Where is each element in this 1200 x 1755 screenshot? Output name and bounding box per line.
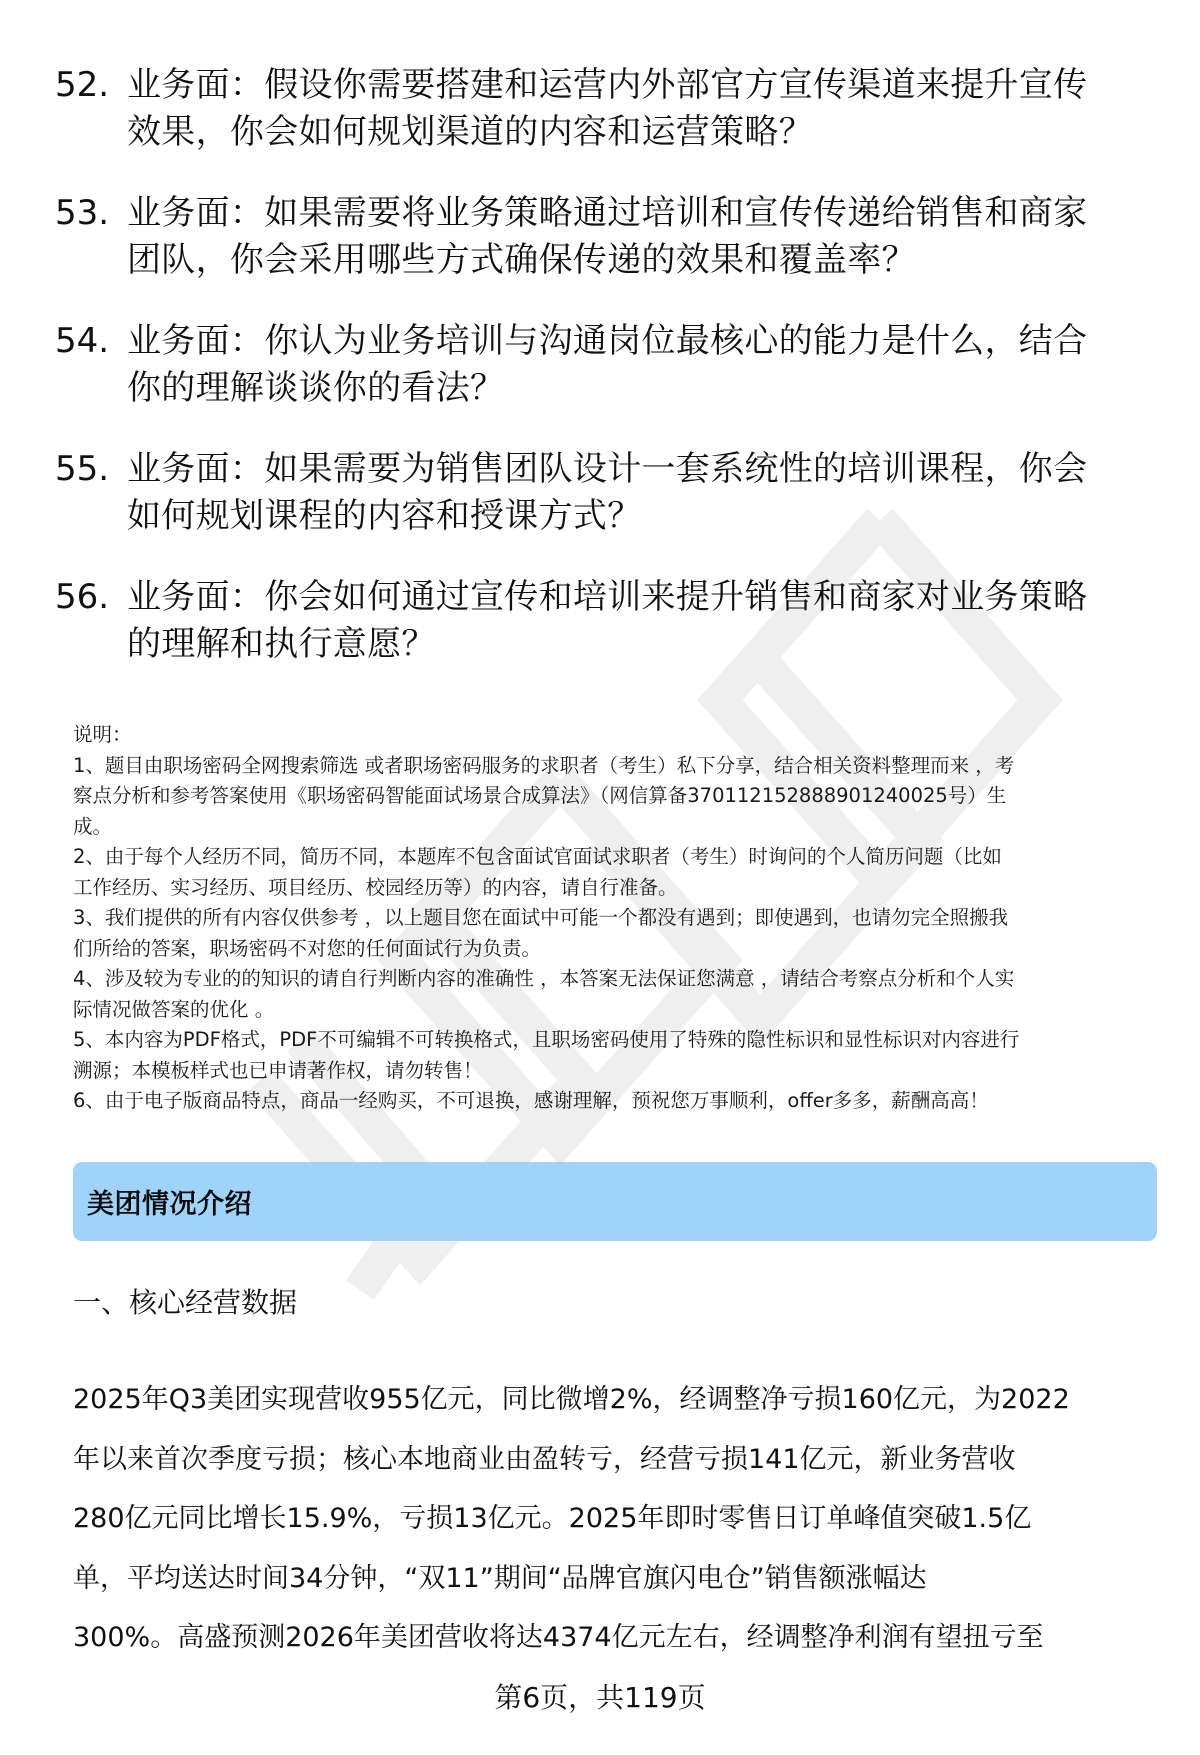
question-text <box>127 190 1137 284</box>
notes-line: 2、由于每个人经历不同，简历不同，本题库不包含面试官面试求职者（考生）时询问的个人简历问题（比如 <box>73 845 1002 868</box>
question-line: 业务面：假设你需要搭建和运营内外部官方宣传渠道来提升宣传 <box>127 65 1088 105</box>
notes-line: 6、由于电子版商品特点，商品一经购买，不可退换，感谢理解，预祝您万事顺利，offer多多，薪酬高高！ <box>73 1089 989 1112</box>
notes-line: 成。 <box>73 814 113 838</box>
question-line: 如何规划课程的内容和授课方式？ <box>127 496 642 536</box>
question-line: 你的理解谈谈你的看法？ <box>127 368 505 408</box>
body-paragraph <box>73 1370 1163 1668</box>
disclaimer-notes <box>73 720 1158 1117</box>
notes-line: 1、题目由职场密码全网搜索筛选 或者职场密码服务的求职者（考生）私下分享，结合相关资料整理而来 ，考 <box>73 753 1015 777</box>
question-text <box>127 574 1137 668</box>
question-list <box>0 62 1200 702</box>
paragraph-line: 300%。高盛预测2026年美团营收将达4374亿元左右，经调整净利润有望扭亏至 <box>73 1622 1044 1653</box>
paragraph-line: 年以来首次季度亏损；核心本地商业由盈转亏，经营亏损141亿元，新业务营收 <box>73 1443 1016 1475</box>
question-text <box>127 446 1137 540</box>
question-text <box>127 62 1137 156</box>
question-number: 52. <box>55 65 110 105</box>
question-number: 56. <box>55 577 110 617</box>
question-line: 业务面：你认为业务培训与沟通岗位最核心的能力是什么，结合 <box>127 321 1088 361</box>
question-item <box>0 446 1200 540</box>
question-number: 55. <box>55 449 110 489</box>
section-title: 美团情况介绍 <box>87 1189 252 1220</box>
question-line: 业务面：如果需要为销售团队设计一套系统性的培训课程，你会 <box>127 449 1088 489</box>
question-item <box>0 190 1200 284</box>
notes-line: 4、涉及较为专业的的知识的请自行判断内容的准确性 ，本答案无法保证您满意 ，请结合考察点分析和个人实 <box>73 967 1015 990</box>
notes-line: 5、本内容为PDF格式，PDF不可编辑不可转换格式，且职场密码使用了特殊的隐性标识和显性标识对内容进行 <box>73 1028 1020 1051</box>
notes-line: 察点分析和参考答案使用《职场密码智能面试场景合成算法》（网信算备370112152888901240025号）生 <box>73 784 1007 807</box>
page-number: 第6页，共119页 <box>494 1681 706 1714</box>
subsection-heading: 一、核心经营数据 <box>73 1286 298 1319</box>
question-item <box>0 318 1200 412</box>
question-line: 业务面：你会如何通过宣传和培训来提升销售和商家对业务策略 <box>127 577 1088 617</box>
notes-title: 说明： <box>73 723 132 746</box>
notes-line: 3、我们提供的所有内容仅供参考 ，以上题目您在面试中可能一个都没有遇到；即使遇到，也请勿完全照搬我 <box>73 906 1009 929</box>
question-text <box>127 318 1137 412</box>
question-item <box>0 62 1200 156</box>
notes-line: 工作经历、实习经历、项目经历、校园经历等）的内容，请自行准备。 <box>73 875 678 899</box>
notes-line: 溯源；本模板样式也已申请著作权，请勿转售！ <box>73 1058 483 1082</box>
question-line: 业务面：如果需要将业务策略通过培训和宣传传递给销售和商家 <box>127 193 1088 233</box>
question-line: 的理解和执行意愿？ <box>127 624 436 664</box>
question-line: 效果，你会如何规划渠道的内容和运营策略？ <box>127 112 813 152</box>
question-number: 53. <box>55 193 110 233</box>
question-line: 团队，你会采用哪些方式确保传递的效果和覆盖率？ <box>127 240 916 280</box>
notes-line: 们所给的答案，职场密码不对您的任何面试行为负责。 <box>73 936 542 960</box>
paragraph-line: 2025年Q3美团实现营收955亿元，同比微增2%，经调整净亏损160亿元，为2022 <box>73 1384 1070 1415</box>
question-item <box>0 574 1200 668</box>
notes-line: 际情况做答案的优化 。 <box>73 997 275 1021</box>
section-header-bar <box>73 1162 1157 1241</box>
paragraph-line: 280亿元同比增长15.9%，亏损13亿元。2025年即时零售日订单峰值突破1.5亿 <box>73 1503 1032 1534</box>
question-number: 54. <box>55 321 110 361</box>
paragraph-line: 单，平均送达时间34分钟，“双11”期间“品牌官旗闪电仓”销售额涨幅达 <box>73 1562 927 1594</box>
